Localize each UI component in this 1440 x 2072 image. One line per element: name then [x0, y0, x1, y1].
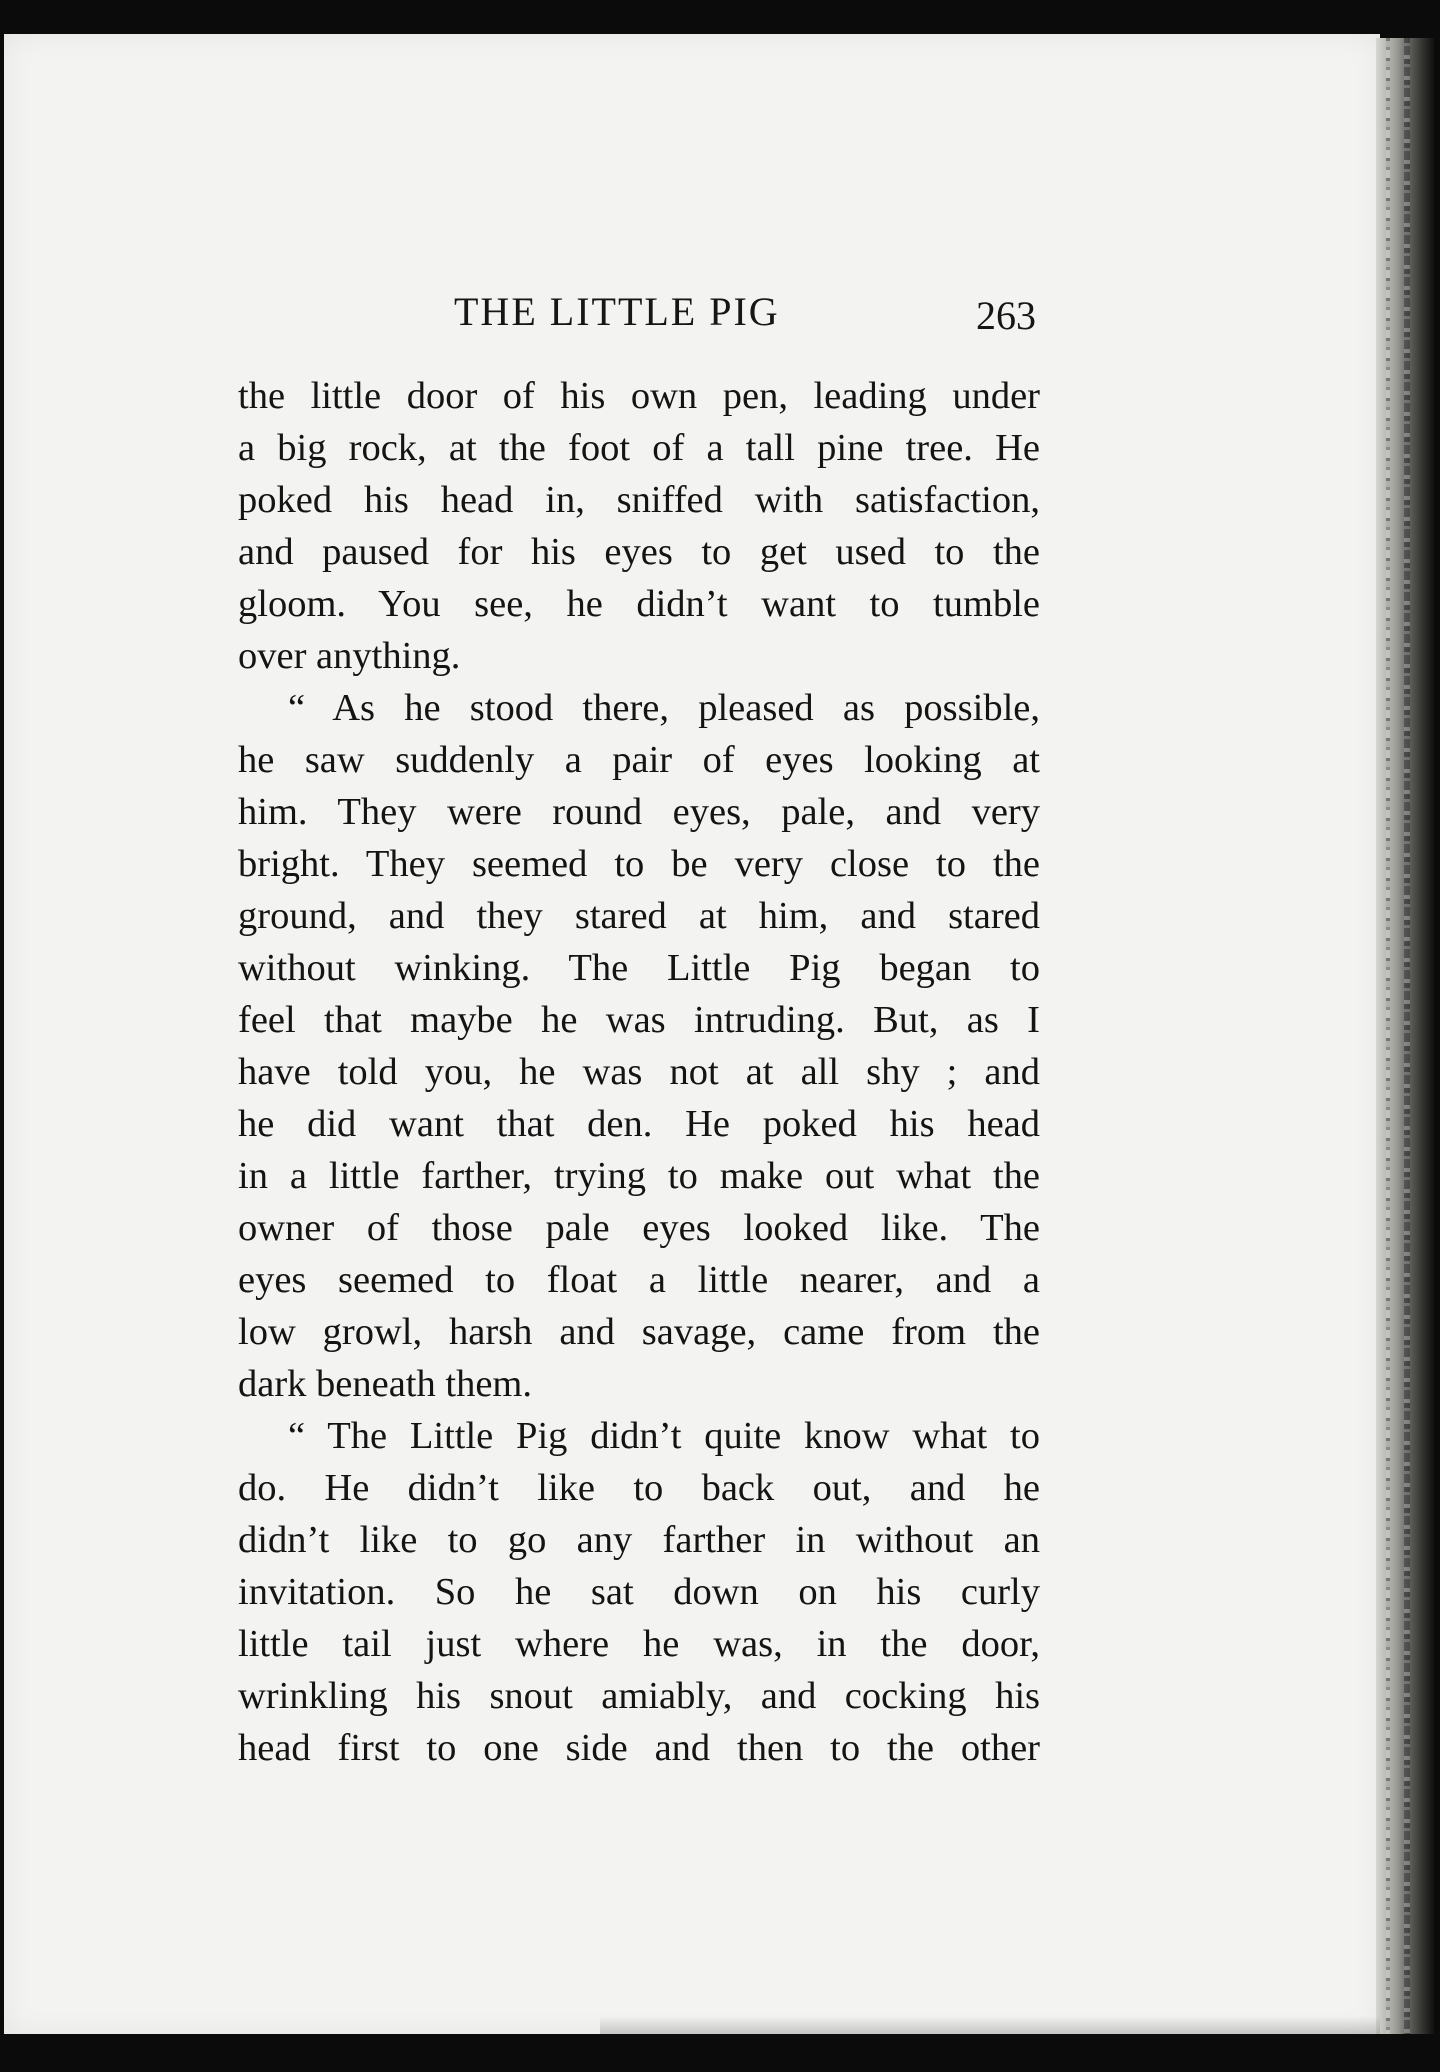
text-line: wrinkling his snout amiably, and cocking his: [238, 1675, 1040, 1717]
page-number: 263: [976, 293, 1036, 338]
text-line: do. He didn’t like to back out, and he: [238, 1467, 1040, 1509]
text-line: have told you, he was not at all shy ; and: [238, 1051, 1040, 1093]
running-head: [236, 284, 1036, 344]
text-line: eyes seemed to float a little nearer, and a: [238, 1259, 1040, 1301]
page-edge-stack: [1376, 38, 1434, 2034]
paragraph-start-line: “ As he stood there, pleased as possible,: [288, 687, 1040, 729]
text-line: owner of those pale eyes looked like. The: [238, 1207, 1040, 1249]
text-line: and paused for his eyes to get used to the: [238, 531, 1040, 573]
text-line: didn’t like to go any farther in without an: [238, 1519, 1040, 1561]
text-line: the little door of his own pen, leading under: [238, 375, 1040, 417]
text-line: a big rock, at the foot of a tall pine tree. He: [238, 427, 1040, 469]
text-line: feel that maybe he was intruding. But, as I: [238, 999, 1040, 1041]
text-line: he saw suddenly a pair of eyes looking at: [238, 739, 1040, 781]
text-line: invitation. So he sat down on his curly: [238, 1571, 1040, 1613]
text-line: over anything.: [238, 635, 461, 677]
text-line: him. They were round eyes, pale, and very: [238, 791, 1040, 833]
text-line: he did want that den. He poked his head: [238, 1103, 1040, 1145]
text-line: in a little farther, trying to make out what the: [238, 1155, 1040, 1197]
text-line: little tail just where he was, in the door,: [238, 1623, 1040, 1665]
text-line: head first to one side and then to the other: [238, 1727, 1040, 1769]
running-title: THE LITTLE PIG: [454, 289, 780, 334]
text-line: gloom. You see, he didn’t want to tumble: [238, 583, 1040, 625]
text-line: ground, and they stared at him, and stared: [238, 895, 1040, 937]
text-line: poked his head in, sniffed with satisfaction,: [238, 479, 1040, 521]
body-text: [238, 370, 1040, 1774]
text-line: bright. They seemed to be very close to the: [238, 843, 1040, 885]
paragraph-start-line: “ The Little Pig didn’t quite know what to: [288, 1415, 1040, 1457]
text-line: without winking. The Little Pig began to: [238, 947, 1040, 989]
text-line: dark beneath them.: [238, 1363, 532, 1405]
page-bottom-shadow: [600, 2016, 1380, 2034]
text-line: low growl, harsh and savage, came from the: [238, 1311, 1040, 1353]
